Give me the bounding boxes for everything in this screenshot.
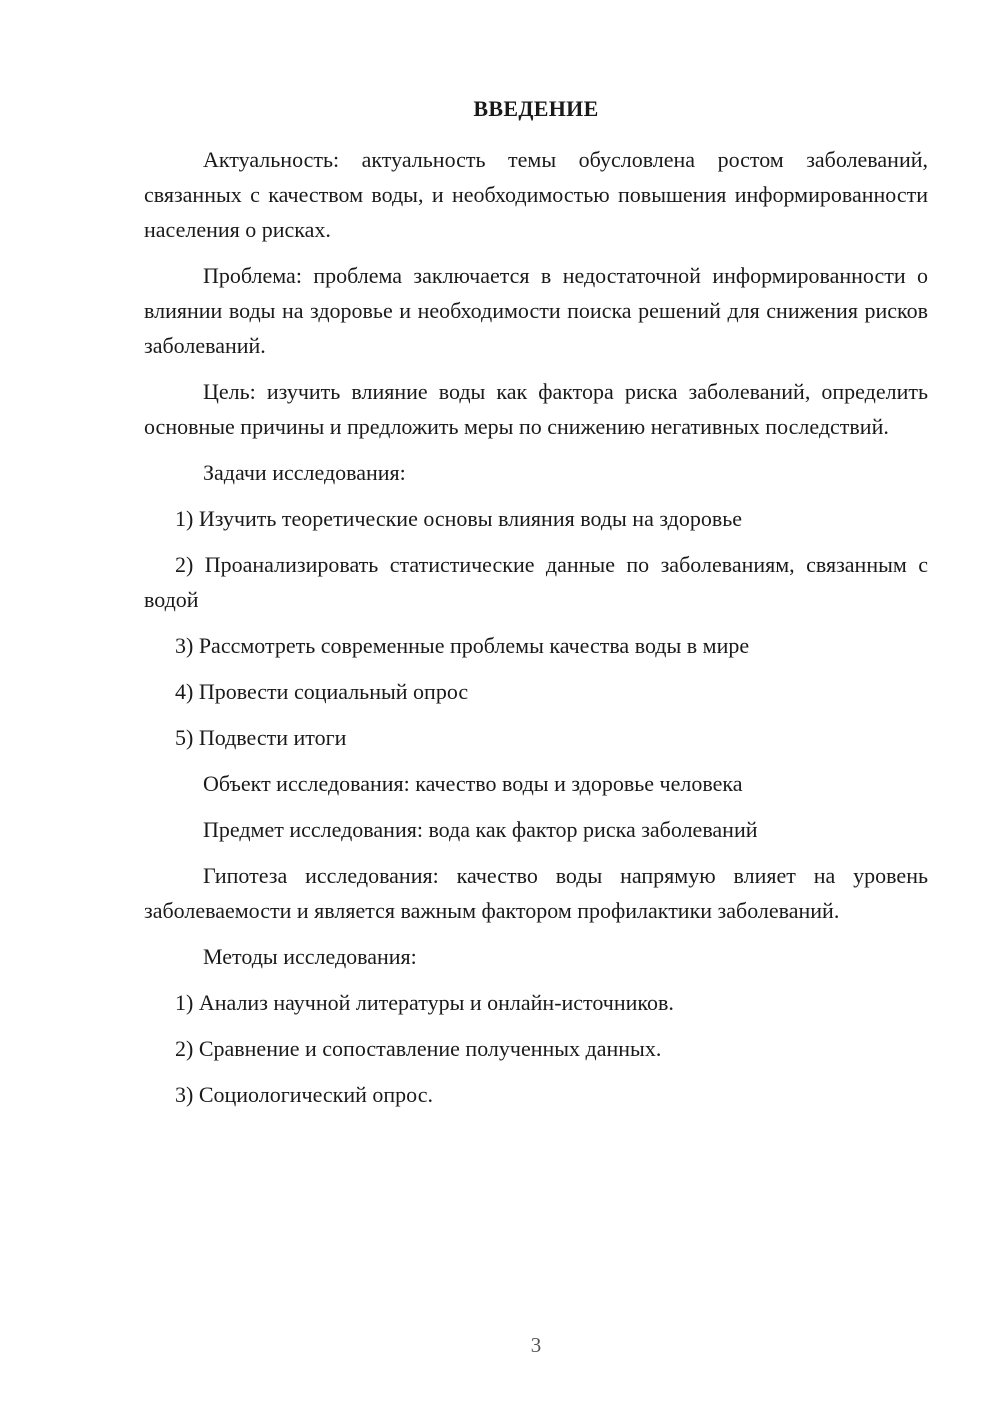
document-body (144, 142, 928, 1123)
method-item: 1) Анализ научной литературы и онлайн-источников. (175, 990, 674, 1015)
paragraph-tasks-heading: Задачи исследования: (203, 460, 406, 485)
method-item: 2) Сравнение и сопоставление полученных данных. (175, 1036, 662, 1061)
paragraph-hypothesis: Гипотеза исследования: качество воды напрямую влияет на уровень заболеваемости и является важным фактором профилактики заболеваний. (144, 863, 928, 923)
task-item: 1) Изучить теоретические основы влияния воды на здоровье (175, 506, 743, 531)
paragraph-object: Объект исследования: качество воды и здоровье человека (203, 771, 743, 796)
paragraph-problem: Проблема: проблема заключается в недостаточной информированности о влиянии воды на здоровье и необходимости поиска решений для снижения рисков заболеваний. (144, 263, 928, 358)
task-item: 4) Провести социальный опрос (175, 679, 469, 704)
method-item: 3) Социологический опрос. (175, 1082, 433, 1107)
paragraph-methods-heading: Методы исследования: (203, 944, 417, 969)
task-item: 2) Проанализировать статистические данные по заболеваниям, связанным с водой (144, 552, 928, 612)
paragraph-goal: Цель: изучить влияние воды как фактора риска заболеваний, определить основные причины и предложить меры по снижению негативных последствий. (144, 379, 928, 439)
paragraph-relevance: Актуальность: актуальность темы обусловлена ростом заболеваний, связанных с качеством воды, и необходимостью повышения информированности населения о рисках. (144, 147, 928, 242)
paragraph-subject: Предмет исследования: вода как фактор риска заболеваний (203, 817, 758, 842)
page-number: 3 (530, 1333, 542, 1357)
task-item: 3) Рассмотреть современные проблемы качества воды в мире (175, 633, 750, 658)
section-title: ВВЕДЕНИЕ (473, 96, 599, 121)
task-item: 5) Подвести итоги (175, 725, 347, 750)
